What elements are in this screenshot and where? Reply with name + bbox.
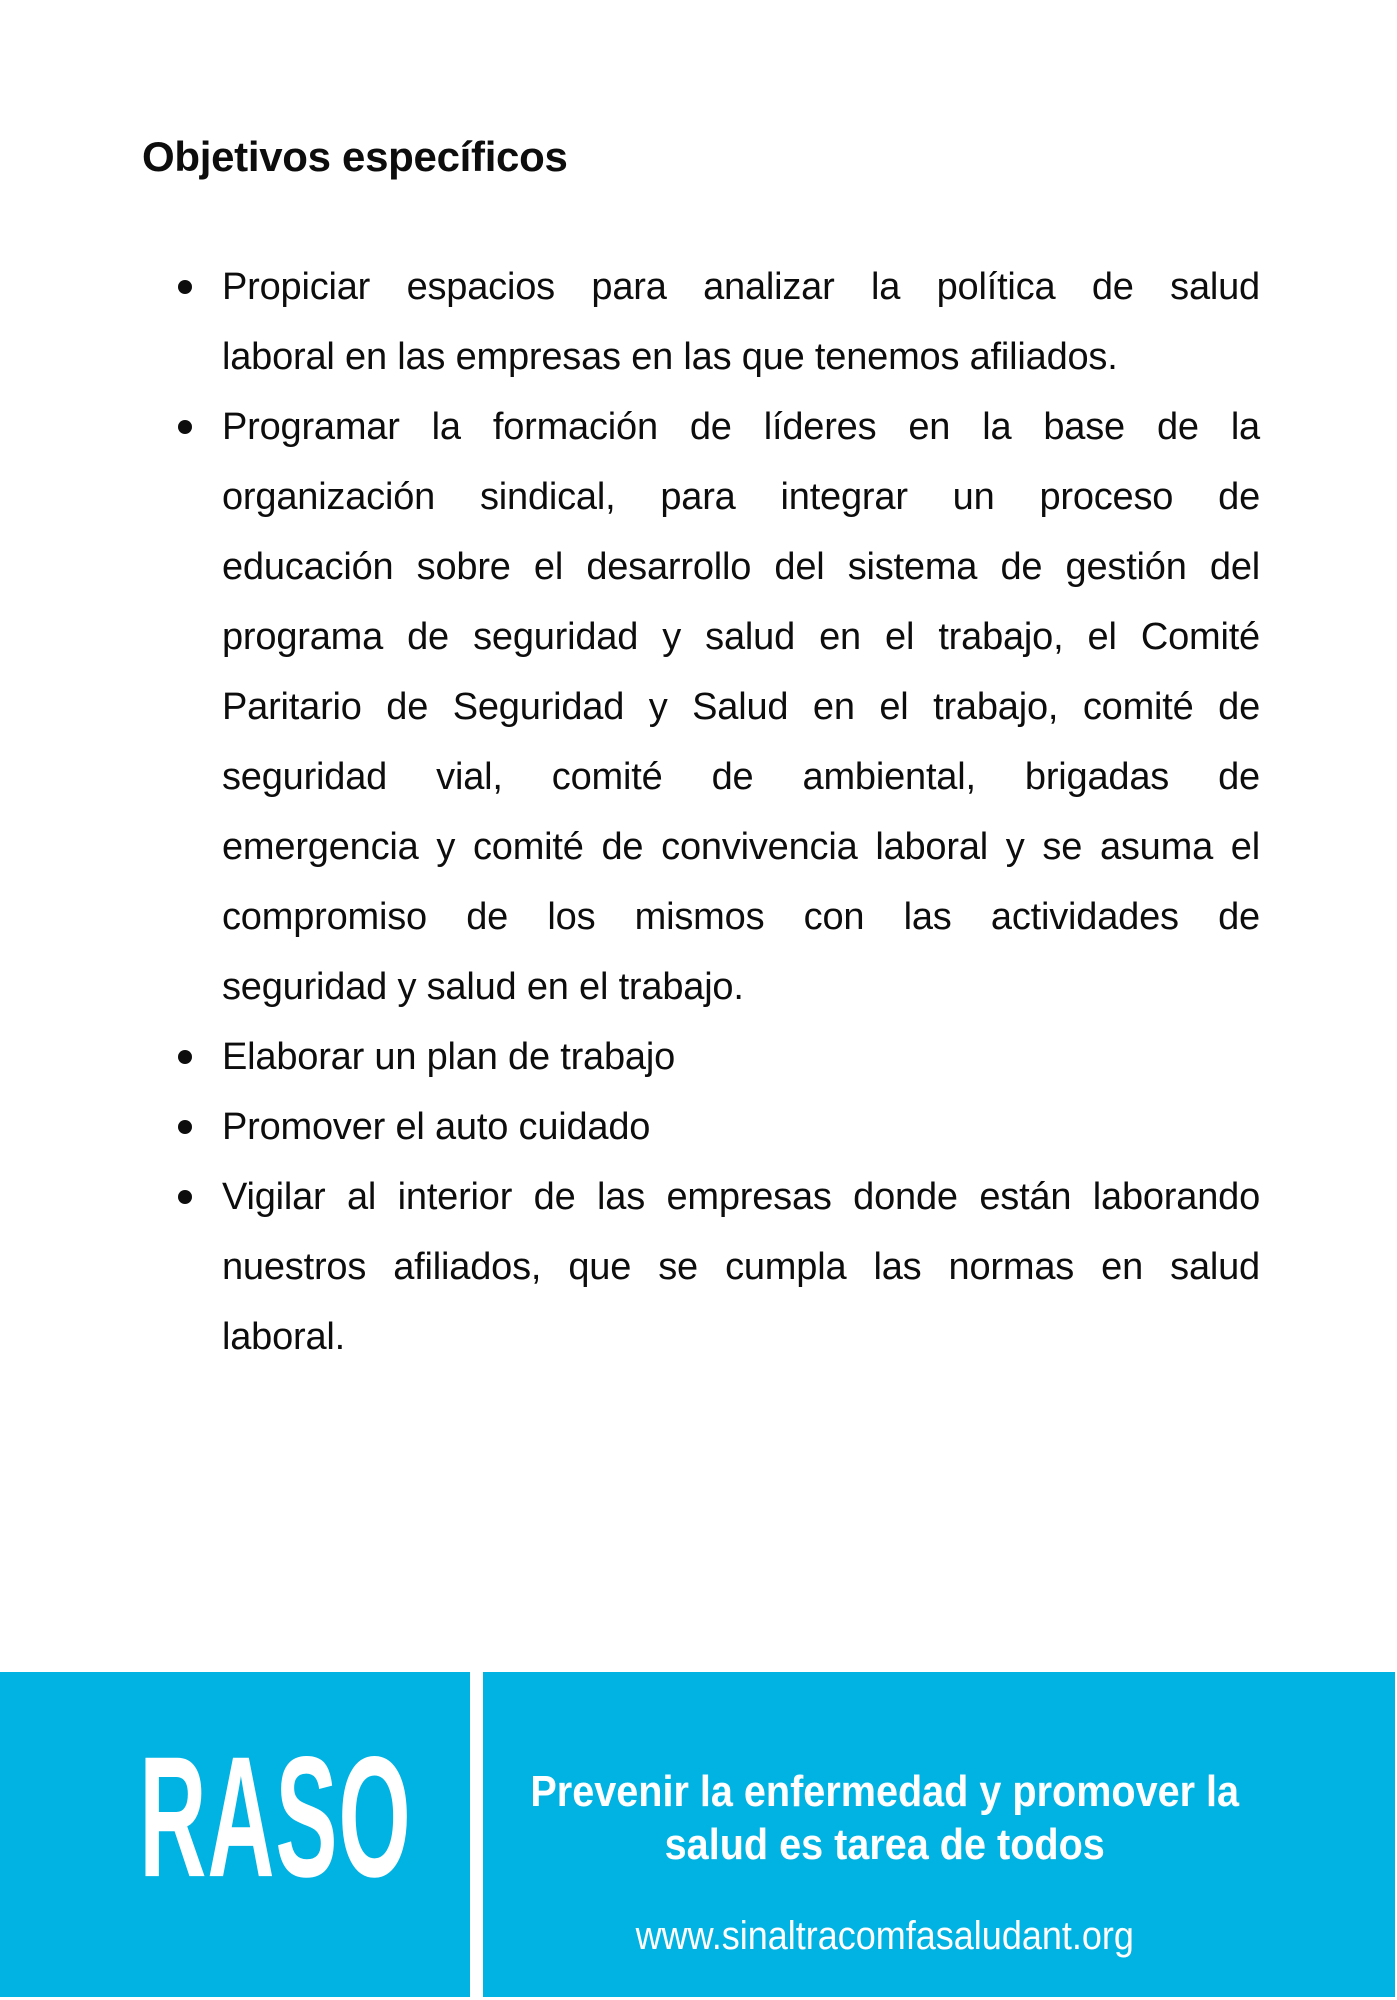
website-url[interactable]: www.sinaltracomfasaludant.org — [635, 1913, 1135, 1958]
bullet-line: Vigilar al interior de las empresas donde están laborando — [222, 1176, 1260, 1218]
bullet-line: seguridad vial, comité de ambiental, brigadas de — [222, 756, 1260, 798]
bullet-line: Programar la formación de líderes en la base de la — [222, 406, 1260, 448]
bullet-line: emergencia y comité de convivencia laboral y se asuma el — [222, 826, 1260, 868]
bullet-item — [222, 252, 1260, 392]
bullet-line: Elaborar un plan de trabajo — [222, 1036, 676, 1078]
footer-message-box — [483, 1672, 1395, 1997]
bullet-line: compromiso de los mismos con las actividades de — [222, 896, 1260, 938]
bullet-line: Promover el auto cuidado — [222, 1106, 651, 1148]
bullet-line: Paritario de Seguridad y Salud en el trabajo, comité de — [222, 686, 1260, 728]
bullet-line: organización sindical, para integrar un proceso de — [222, 476, 1260, 518]
bullet-item — [222, 1162, 1260, 1372]
bullet-item — [222, 1022, 1260, 1092]
footer-tagline — [531, 1765, 1240, 1871]
bullet-line: educación sobre el desarrollo del sistema de gestión del — [222, 546, 1260, 588]
bullet-line: laboral en las empresas en las que tenemos afiliados. — [222, 336, 1118, 378]
bullet-line: seguridad y salud en el trabajo. — [222, 966, 744, 1008]
bullet-line: programa de seguridad y salud en el trabajo, el Comité — [222, 616, 1260, 658]
footer-banner — [0, 1672, 1397, 1997]
bullet-line: laboral. — [222, 1316, 346, 1358]
raso-logo: RASO — [138, 1721, 412, 1914]
bullet-line: Propiciar espacios para analizar la política de salud — [222, 266, 1260, 308]
footer-divider — [470, 1672, 483, 1997]
bullet-item — [222, 392, 1260, 1022]
footer-tagline-line-1: Prevenir la enfermedad y promover la — [530, 1766, 1240, 1816]
page-title: Objetivos específicos — [142, 133, 568, 180]
footer-logo-box — [0, 1672, 470, 1997]
bullet-line: nuestros afiliados, que se cumpla las normas en salud — [222, 1246, 1260, 1288]
objectives-bullet-list — [222, 252, 1260, 1372]
bullet-item — [222, 1092, 1260, 1162]
footer-tagline-line-2: salud es tarea de todos — [664, 1819, 1106, 1869]
